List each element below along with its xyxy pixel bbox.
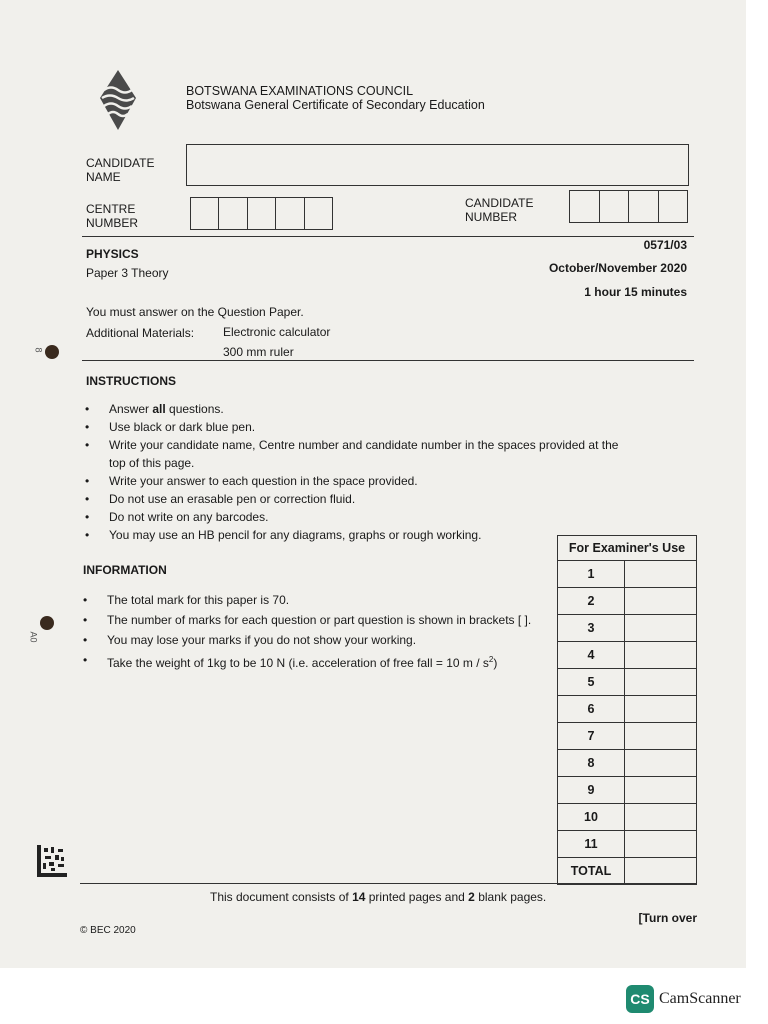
list-item: • Write your candidate name, Centre number and candidate number in the spaces provided at the top of this page. [85, 438, 619, 470]
list-item: • You may use an HB pencil for any diagrams, graphs or rough working. [85, 528, 482, 542]
camscanner-logo-icon: CS [626, 985, 654, 1013]
list-item: • You may lose your marks if you do not show your working. [83, 633, 417, 647]
examiner-use-table [557, 535, 697, 885]
table-row: 5 [558, 669, 697, 696]
paper-code: 0571/03 [643, 238, 687, 252]
list-item: • Use black or dark blue pen. [85, 420, 256, 434]
table-row: 9 [558, 777, 697, 804]
table-row: 8 [558, 750, 697, 777]
page-count-note: This document consists of 14 printed pages and 2 blank pages. [210, 890, 547, 904]
table-row [558, 858, 697, 885]
paper-title: Paper 3 Theory [86, 266, 169, 280]
list-item: • Do not write on any barcodes. [85, 510, 269, 524]
margin-mark: A0 [28, 631, 39, 643]
material-calculator: Electronic calculator [223, 325, 331, 339]
centre-number-label-line2: NUMBER [86, 216, 139, 230]
table-row: 1 [558, 561, 697, 588]
list-item: • Take the weight of 1kg to be 10 N (i.e. acceleration of free fall = 10 m / $s^2$) [83, 653, 498, 670]
exam-duration: 1 hour 15 minutes [584, 285, 687, 299]
centre-number-label-line1: CENTRE [86, 202, 136, 216]
candidate-name-label-line2: NAME [86, 170, 121, 184]
table-row: 11 [558, 831, 697, 858]
information-heading: INFORMATION [83, 563, 167, 577]
list-item: • Write your answer to each question in the space provided. [85, 474, 418, 488]
mark-cell[interactable] [625, 804, 697, 831]
margin-mark: 8 [33, 347, 44, 353]
mark-cell[interactable] [625, 615, 697, 642]
list-item: • The total mark for this paper is 70. [83, 593, 290, 607]
list-item: • Do not use an erasable pen or correction fluid. [85, 492, 356, 506]
information-list [81, 591, 551, 672]
divider [82, 360, 694, 361]
council-name: BOTSWANA EXAMINATIONS COUNCIL [186, 84, 414, 98]
answer-note: You must answer on the Question Paper. [86, 305, 304, 319]
table-row: 4 [558, 642, 697, 669]
candidate-name-field[interactable] [186, 144, 689, 186]
divider [82, 236, 694, 237]
camscanner-label: CamScanner [659, 990, 741, 1007]
mark-cell[interactable] [625, 588, 697, 615]
candidate-name-label-line1: CANDIDATE [86, 156, 155, 170]
camscanner-watermark [626, 985, 741, 1013]
mark-cell[interactable] [625, 696, 697, 723]
table-row: 10 [558, 804, 697, 831]
centre-number-field[interactable] [190, 197, 333, 230]
table-row: 7 [558, 723, 697, 750]
mark-cell[interactable] [625, 669, 697, 696]
barcode-icon [37, 845, 67, 877]
punch-hole [40, 616, 54, 630]
divider [80, 883, 696, 884]
subject: PHYSICS [86, 247, 139, 261]
mark-cell[interactable] [625, 642, 697, 669]
mark-cell[interactable] [625, 723, 697, 750]
candidate-number-label-line2: NUMBER [465, 210, 518, 224]
turn-over: [Turn over [638, 911, 697, 925]
additional-materials-label: Additional Materials: [86, 326, 195, 340]
mark-cell[interactable] [625, 831, 697, 858]
exam-session: October/November 2020 [548, 261, 687, 275]
punch-hole [45, 345, 59, 359]
material-ruler: 300 mm ruler [223, 345, 294, 359]
mark-cell[interactable] [625, 561, 697, 588]
total-label: TOTAL [558, 858, 625, 885]
copyright: © BEC 2020 [80, 925, 136, 936]
instructions-heading: INSTRUCTIONS [86, 374, 176, 388]
examiner-use-heading: For Examiner's Use [558, 536, 697, 561]
list-item: • Answer all questions. [85, 402, 224, 416]
candidate-number-label-line1: CANDIDATE [465, 196, 534, 210]
mark-cell[interactable] [625, 750, 697, 777]
candidate-number-field[interactable] [569, 190, 688, 223]
table-row: 3 [558, 615, 697, 642]
bec-logo-icon [96, 68, 140, 132]
certificate-name: Botswana General Certificate of Secondary Education [186, 98, 485, 112]
list-item: • The number of marks for each question or part question is shown in brackets [ ]. [83, 613, 532, 627]
mark-cell[interactable] [625, 777, 697, 804]
table-row: 2 [558, 588, 697, 615]
total-cell[interactable] [625, 858, 697, 885]
instructions-list [83, 400, 628, 544]
table-row: 6 [558, 696, 697, 723]
